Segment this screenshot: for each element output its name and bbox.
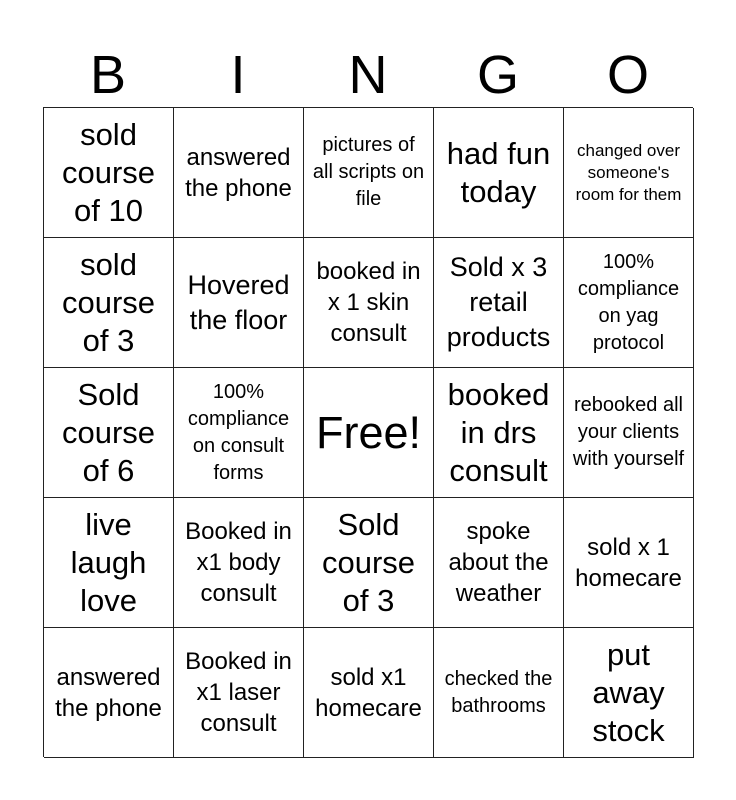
cell-text: sold x1 homecare <box>315 663 422 722</box>
bingo-cell[interactable] <box>564 108 694 238</box>
cell-text: booked in x 1 skin consult <box>316 258 421 347</box>
cell-text: checked the bathrooms <box>444 667 553 717</box>
bingo-cell[interactable] <box>174 368 304 498</box>
bingo-cell[interactable] <box>304 108 434 238</box>
bingo-cell[interactable] <box>174 498 304 628</box>
bingo-cell[interactable] <box>44 368 174 498</box>
free-space-text: Free! <box>315 406 422 458</box>
cell-text: answered the phone <box>185 143 292 202</box>
cell-text: 100% compliance on consult forms <box>187 380 290 484</box>
bingo-cell[interactable] <box>174 108 304 238</box>
bingo-cell[interactable] <box>564 368 694 498</box>
header-letter-o: O <box>606 45 649 105</box>
bingo-cell[interactable] <box>174 628 304 758</box>
cell-text: answered the phone <box>55 663 162 722</box>
header-letter-b: B <box>89 45 127 105</box>
cell-text: Sold course of 3 <box>321 506 416 618</box>
bingo-cell[interactable] <box>434 498 564 628</box>
cell-text: sold x 1 homecare <box>575 533 682 592</box>
cell-text: Sold x 3 retail products <box>446 252 551 352</box>
bingo-cell[interactable] <box>304 628 434 758</box>
bingo-cell[interactable] <box>44 498 174 628</box>
header-letter-g: G <box>476 45 519 105</box>
bingo-cell[interactable] <box>564 238 694 368</box>
bingo-cell[interactable] <box>434 368 564 498</box>
bingo-cell[interactable] <box>44 238 174 368</box>
bingo-cell[interactable] <box>44 108 174 238</box>
cell-text: sold course of 10 <box>61 116 156 228</box>
header-letter-n: N <box>348 45 388 105</box>
cell-text: 100% compliance on yag protocol <box>577 250 680 354</box>
bingo-cell[interactable] <box>44 628 174 758</box>
cell-text: changed over someone's room for them <box>575 140 682 204</box>
bingo-cell[interactable] <box>434 628 564 758</box>
header-letter-i: I <box>230 45 246 105</box>
bingo-cell[interactable] <box>564 628 694 758</box>
cell-text: booked in drs consult <box>447 376 550 488</box>
bingo-cell[interactable] <box>434 238 564 368</box>
cell-text: sold course of 3 <box>61 246 156 358</box>
bingo-cell[interactable] <box>174 238 304 368</box>
free-space[interactable] <box>304 368 434 498</box>
cell-text: pictures of all scripts on file <box>312 134 425 210</box>
cell-text: Booked in x1 laser consult <box>185 648 292 737</box>
cell-text: rebooked all your clients with yourself <box>572 394 685 470</box>
cell-text: live laugh love <box>70 506 147 618</box>
cell-text: Sold course of 6 <box>61 376 156 488</box>
bingo-cell[interactable] <box>564 498 694 628</box>
cell-text: Booked in x1 body consult <box>185 518 292 607</box>
bingo-cell[interactable] <box>434 108 564 238</box>
cell-text: put away stock <box>592 636 665 748</box>
bingo-cell[interactable] <box>304 498 434 628</box>
bingo-cell[interactable] <box>304 238 434 368</box>
cell-text: Hovered the floor <box>187 269 290 335</box>
bingo-board <box>43 107 693 757</box>
cell-text: had fun today <box>446 135 551 209</box>
cell-text: spoke about the weather <box>448 518 549 607</box>
bingo-header <box>43 44 693 106</box>
